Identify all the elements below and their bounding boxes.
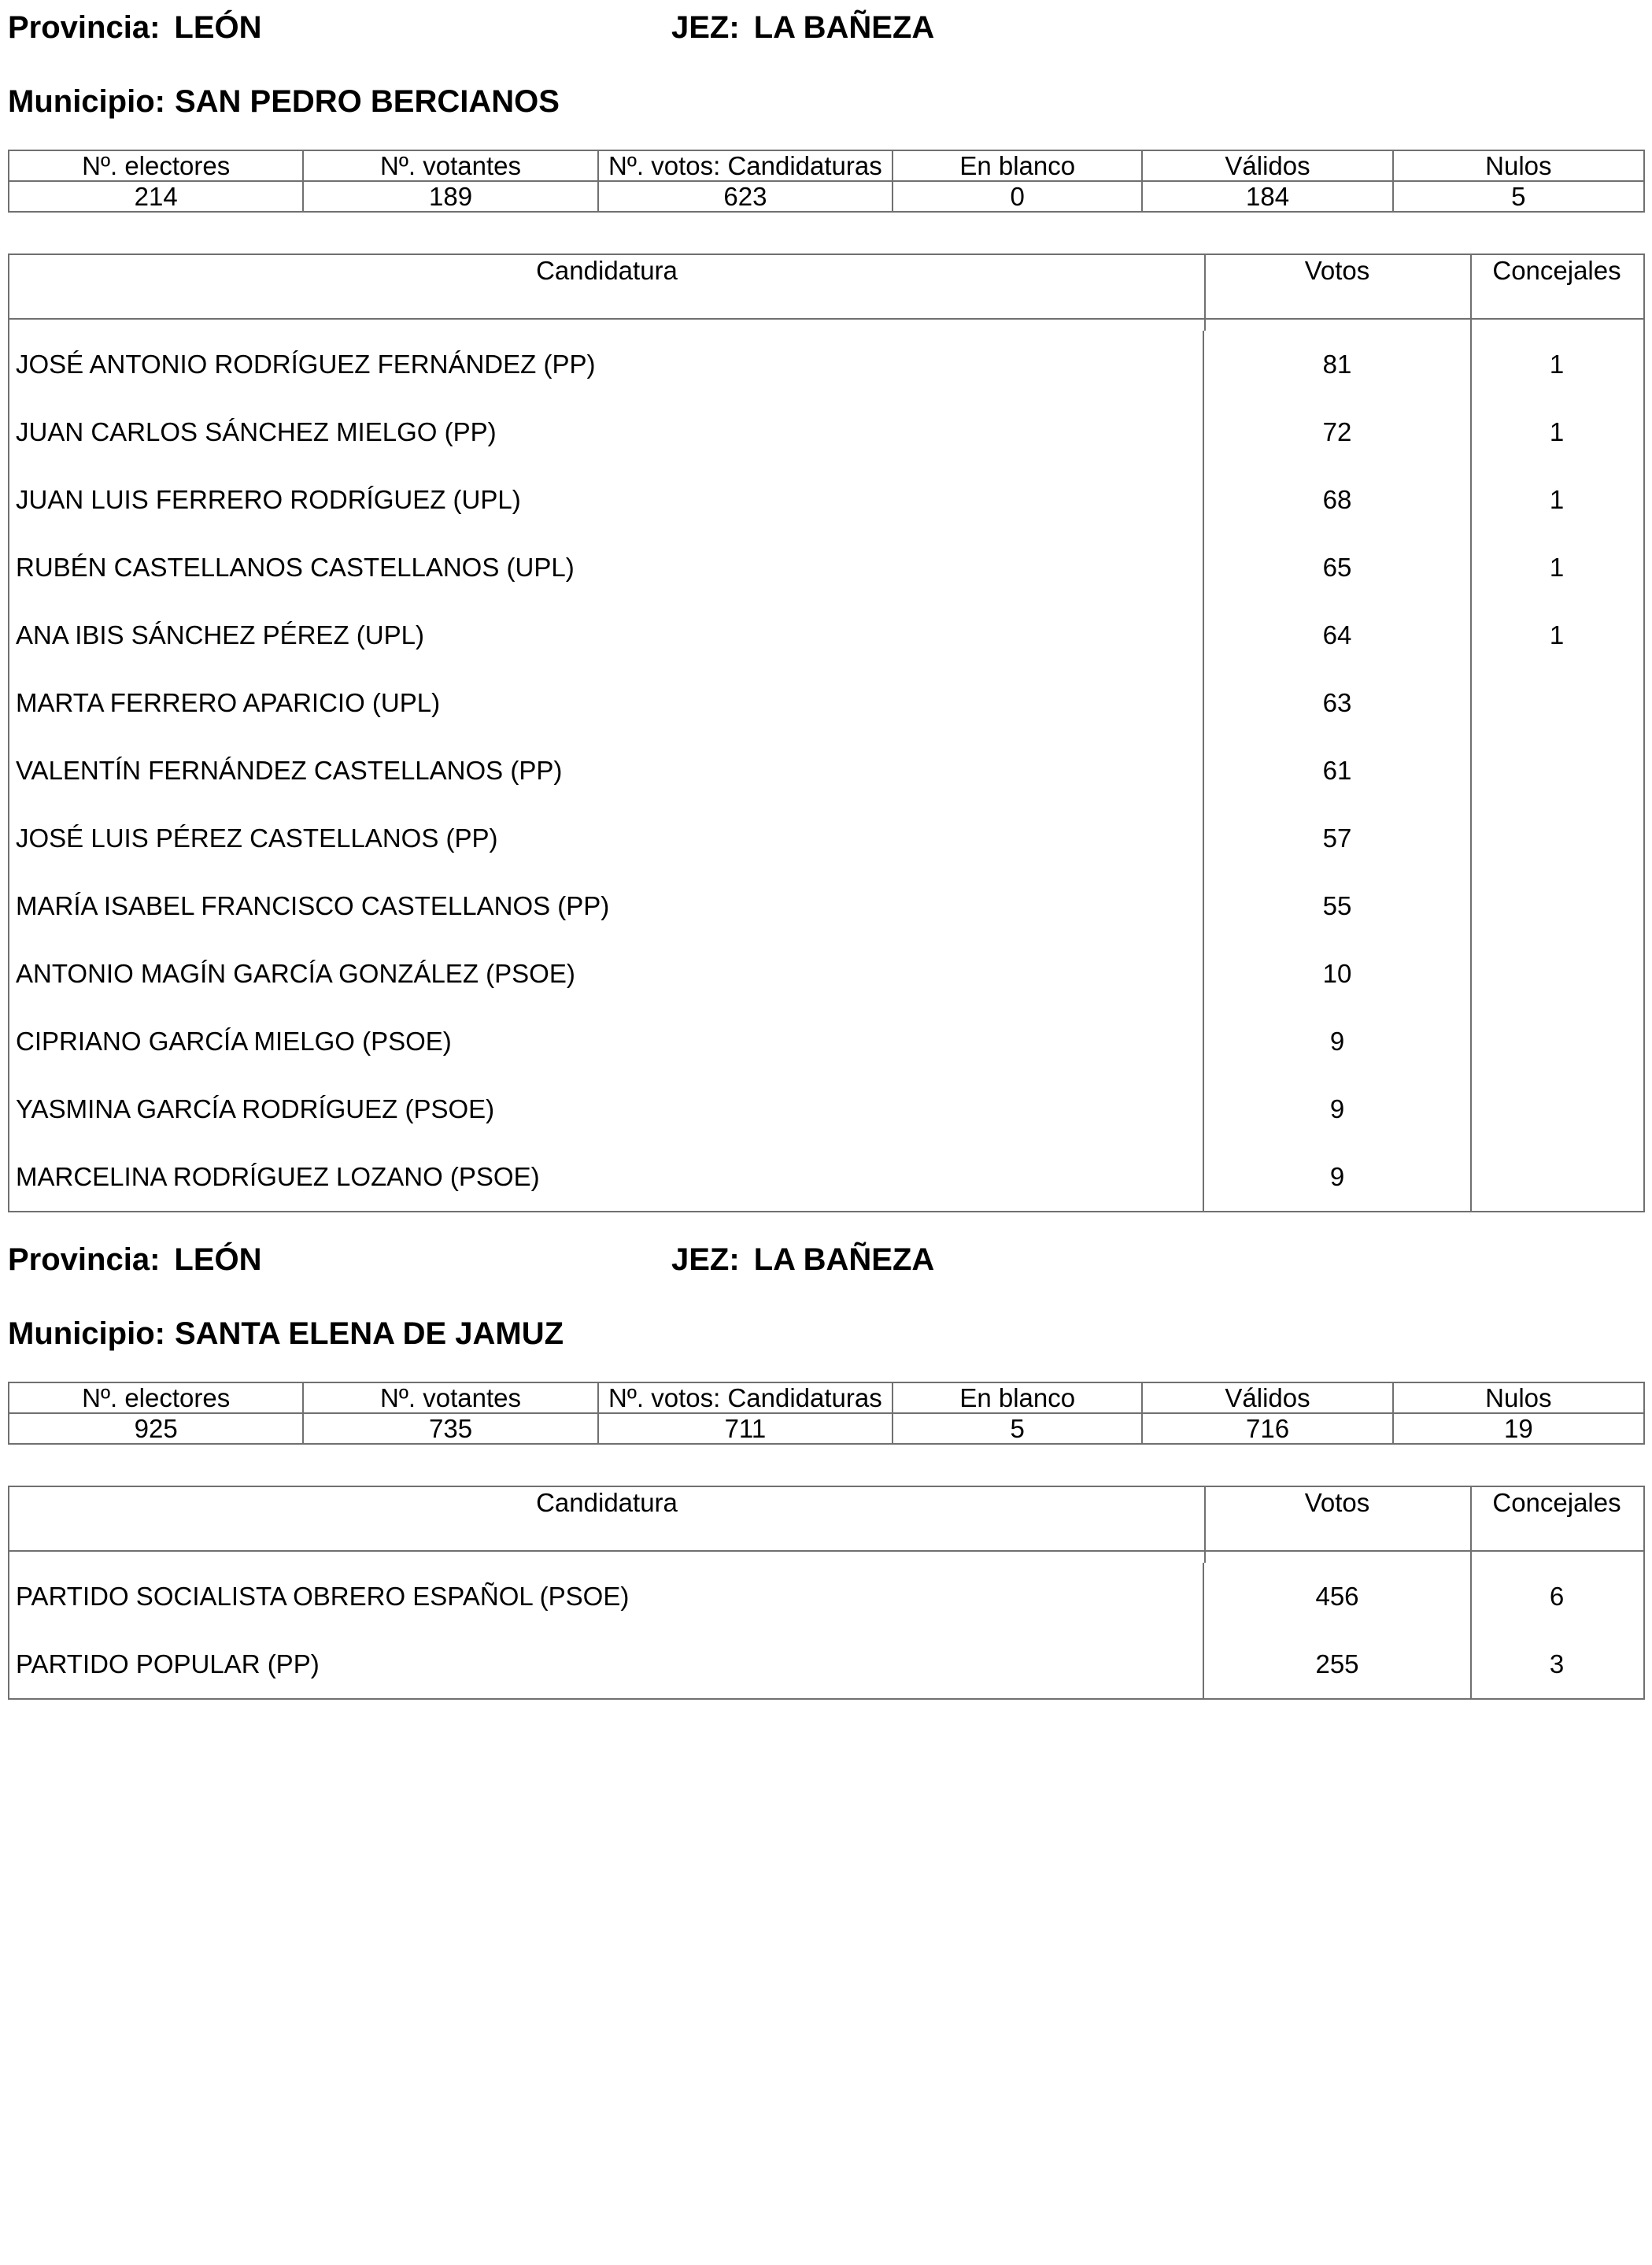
stats-header-cell: Nº. votos: Candidaturas [598, 1382, 893, 1413]
candidate-row [9, 601, 1643, 669]
stats-value-cell: 5 [893, 1413, 1142, 1444]
candidates-body [9, 320, 1643, 1211]
candidates-table [8, 254, 1645, 1212]
candidates-header-row [9, 255, 1643, 320]
candidate-row [9, 466, 1643, 534]
municipality-section [8, 9, 1645, 1191]
jez-label: JEZ: [671, 1242, 740, 1277]
stats-header-cell: Nulos [1393, 150, 1644, 181]
candidate-concejales: 6 [1549, 1582, 1565, 1611]
stats-header-cell: Válidos [1142, 150, 1392, 181]
candidate-name: PARTIDO POPULAR (PP) [9, 1630, 1204, 1698]
candidate-name: VALENTÍN FERNÁNDEZ CASTELLANOS (PP) [9, 737, 1204, 805]
candidate-concejales [1470, 737, 1643, 805]
stats-value-cell: 925 [9, 1413, 303, 1444]
candidate-votes: 72 [1204, 398, 1472, 466]
candidate-concejales [1470, 805, 1643, 872]
candidate-row [9, 1008, 1643, 1075]
concejales-header: Concejales [1492, 256, 1621, 285]
candidate-votes: 55 [1204, 872, 1472, 940]
candidate-name: RUBÉN CASTELLANOS CASTELLANOS (UPL) [9, 534, 1204, 601]
stats-value-cell: 189 [303, 181, 597, 212]
candidate-name: PARTIDO SOCIALISTA OBRERO ESPAÑOL (PSOE) [9, 1563, 1204, 1630]
candidate-name: JUAN CARLOS SÁNCHEZ MIELGO (PP) [9, 398, 1204, 466]
candidate-votes: 255 [1204, 1630, 1472, 1698]
candidate-row [9, 1563, 1643, 1630]
candidate-concejales: 1 [1549, 553, 1565, 582]
provincia-heading [8, 9, 262, 46]
stats-header-cell: En blanco [893, 150, 1142, 181]
stats-value-cell: 711 [598, 1413, 893, 1444]
jez-heading [671, 9, 934, 46]
stats-header-cell: Nº. electores [9, 150, 303, 181]
stats-value-cell: 5 [1393, 181, 1644, 212]
stats-table [8, 150, 1645, 213]
municipio-heading [8, 1316, 564, 1352]
candidate-votes: 9 [1204, 1075, 1472, 1143]
candidate-row [9, 940, 1643, 1008]
stats-header-cell: Válidos [1142, 1382, 1392, 1413]
candidate-concejales: 1 [1549, 417, 1565, 446]
candidate-name: MARÍA ISABEL FRANCISCO CASTELLANOS (PP) [9, 872, 1204, 940]
candidate-name: YASMINA GARCÍA RODRÍGUEZ (PSOE) [9, 1075, 1204, 1143]
candidate-row [9, 805, 1643, 872]
candidate-name: ANTONIO MAGÍN GARCÍA GONZÁLEZ (PSOE) [9, 940, 1204, 1008]
candidate-votes: 81 [1204, 331, 1472, 398]
provincia-label: Provincia: [8, 10, 161, 45]
candidate-concejales: 1 [1549, 350, 1565, 379]
candidate-concejales: 1 [1549, 485, 1565, 514]
jez-label: JEZ: [671, 10, 740, 45]
column-divider [1204, 1552, 1206, 1563]
stats-table [8, 1382, 1645, 1445]
candidate-concejales [1470, 1075, 1643, 1143]
candidate-votes: 68 [1204, 466, 1472, 534]
municipality-section [8, 1242, 1645, 2265]
candidates-top-spacer [9, 320, 1643, 331]
candidate-concejales: 1 [1549, 620, 1565, 650]
column-divider [1470, 320, 1472, 331]
stats-value-cell: 735 [303, 1413, 597, 1444]
provincia-value: LEÓN [174, 10, 262, 45]
stats-value-cell: 0 [893, 181, 1142, 212]
candidate-name: JOSÉ ANTONIO RODRÍGUEZ FERNÁNDEZ (PP) [9, 331, 1204, 398]
stats-value-cell: 623 [598, 181, 893, 212]
municipio-value: SANTA ELENA DE JAMUZ [174, 1316, 564, 1351]
candidate-concejales: 3 [1549, 1649, 1565, 1678]
municipio-value: SAN PEDRO BERCIANOS [174, 84, 560, 119]
jez-heading [671, 1242, 934, 1278]
votos-header: Votos [1204, 255, 1472, 318]
stats-header-cell: Nulos [1393, 1382, 1644, 1413]
provincia-value: LEÓN [174, 1242, 262, 1277]
candidate-row [9, 331, 1643, 398]
candidates-top-spacer [9, 1552, 1643, 1563]
candidate-concejales [1470, 1008, 1643, 1075]
stats-header-cell: Nº. electores [9, 1382, 303, 1413]
stats-header-row [9, 1382, 1644, 1413]
candidates-body [9, 1552, 1643, 1698]
stats-value-cell: 184 [1142, 181, 1392, 212]
candidate-votes: 65 [1204, 534, 1472, 601]
candidate-name: CIPRIANO GARCÍA MIELGO (PSOE) [9, 1008, 1204, 1075]
municipio-label: Municipio: [8, 84, 165, 119]
candidate-row [9, 534, 1643, 601]
candidates-table [8, 1486, 1645, 1700]
candidatura-header: Candidatura [9, 255, 1206, 318]
candidate-concejales [1470, 872, 1643, 940]
stats-header-cell: En blanco [893, 1382, 1142, 1413]
candidate-votes: 456 [1204, 1563, 1472, 1630]
candidate-row [9, 1075, 1643, 1143]
concejales-header: Concejales [1492, 1488, 1621, 1517]
candidate-name: ANA IBIS SÁNCHEZ PÉREZ (UPL) [9, 601, 1204, 669]
candidate-name: JOSÉ LUIS PÉREZ CASTELLANOS (PP) [9, 805, 1204, 872]
stats-header-cell: Nº. votantes [303, 1382, 597, 1413]
jez-value: LA BAÑEZA [753, 10, 935, 45]
candidate-votes: 63 [1204, 669, 1472, 737]
candidate-votes: 9 [1204, 1143, 1472, 1211]
stats-value-cell: 716 [1142, 1413, 1392, 1444]
candidates-header-row [9, 1487, 1643, 1552]
candidate-name: JUAN LUIS FERRERO RODRÍGUEZ (UPL) [9, 466, 1204, 534]
candidate-concejales [1470, 940, 1643, 1008]
jez-value: LA BAÑEZA [753, 1242, 935, 1277]
candidate-votes: 61 [1204, 737, 1472, 805]
candidate-concejales [1470, 669, 1643, 737]
column-divider [1204, 320, 1206, 331]
candidate-row [9, 1630, 1643, 1698]
provincia-heading [8, 1242, 262, 1278]
candidate-row [9, 737, 1643, 805]
stats-header-cell: Nº. votantes [303, 150, 597, 181]
candidate-votes: 64 [1204, 601, 1472, 669]
municipio-label: Municipio: [8, 1316, 165, 1351]
stats-header-cell: Nº. votos: Candidaturas [598, 150, 893, 181]
candidate-row [9, 1143, 1643, 1211]
candidate-row [9, 398, 1643, 466]
stats-value-row [9, 1413, 1644, 1444]
votos-header: Votos [1204, 1487, 1472, 1550]
candidate-votes: 57 [1204, 805, 1472, 872]
stats-value-cell: 19 [1393, 1413, 1644, 1444]
candidate-row [9, 669, 1643, 737]
candidate-concejales [1470, 1143, 1643, 1211]
stats-value-row [9, 181, 1644, 212]
provincia-label: Provincia: [8, 1242, 161, 1277]
candidate-row [9, 872, 1643, 940]
stats-header-row [9, 150, 1644, 181]
stats-value-cell: 214 [9, 181, 303, 212]
candidate-name: MARTA FERRERO APARICIO (UPL) [9, 669, 1204, 737]
candidate-votes: 9 [1204, 1008, 1472, 1075]
candidatura-header: Candidatura [9, 1487, 1206, 1550]
candidate-votes: 10 [1204, 940, 1472, 1008]
municipio-heading [8, 83, 560, 120]
column-divider [1470, 1552, 1472, 1563]
candidate-name: MARCELINA RODRÍGUEZ LOZANO (PSOE) [9, 1143, 1204, 1211]
